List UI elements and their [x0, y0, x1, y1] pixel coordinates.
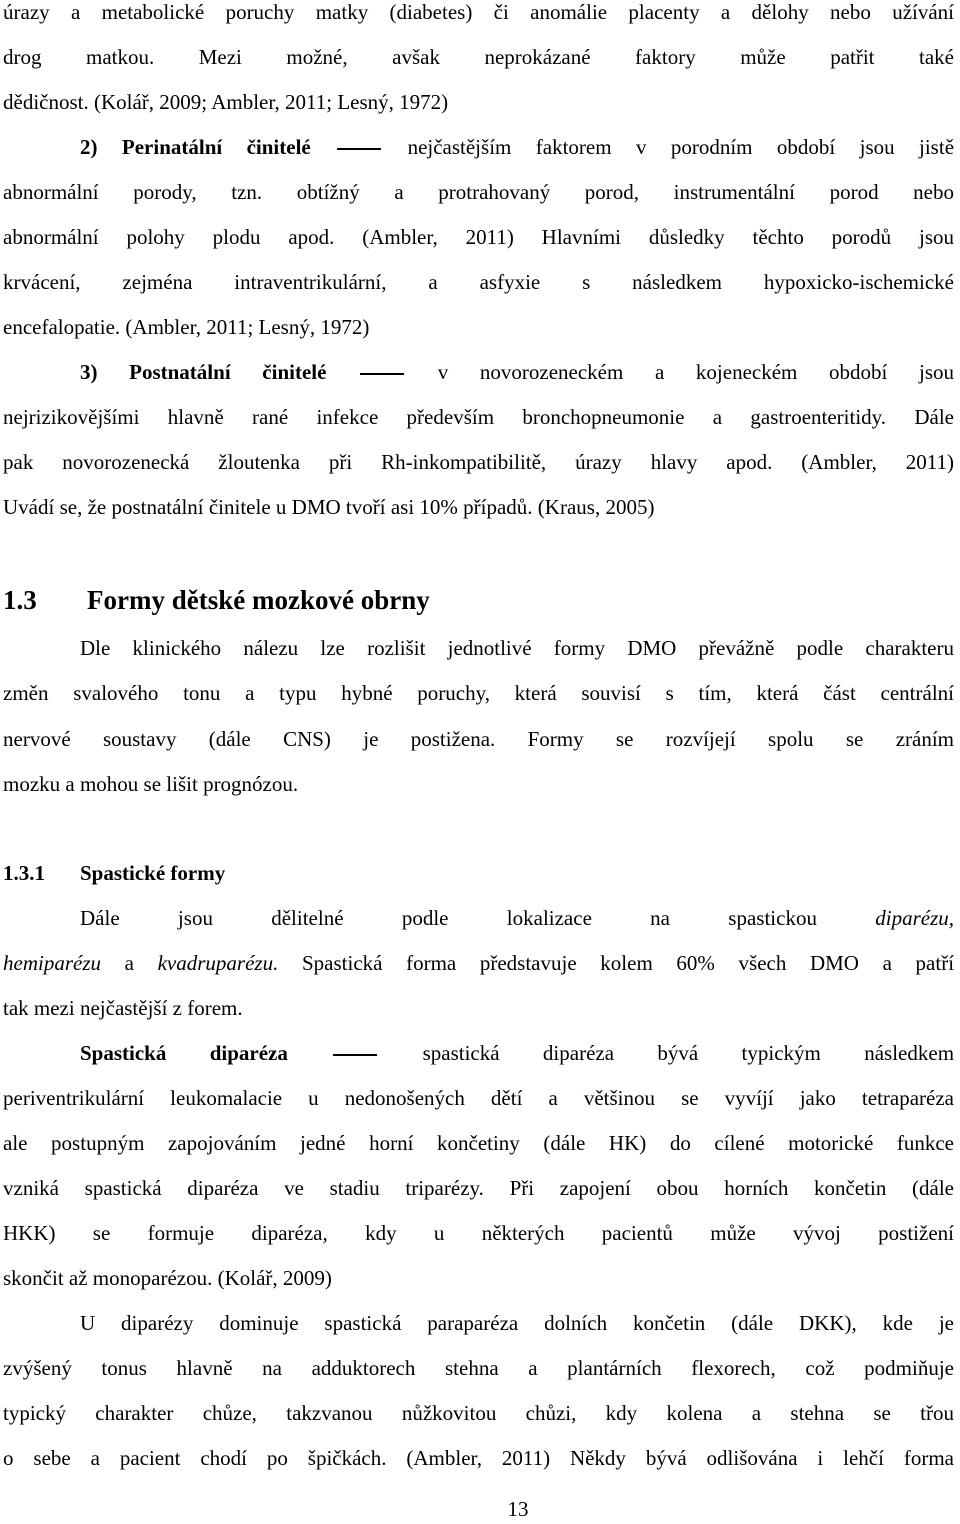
section-title: Formy dětské mozkové obrny	[87, 585, 430, 615]
page-number: 13	[507, 1497, 529, 1521]
section-heading	[3, 582, 430, 618]
paragraph-line: abnormální porody, tzn. obtížný a protrahovaný porod, instrumentální porod nebo	[3, 180, 954, 204]
paragraph-line	[80, 357, 954, 387]
term-hemiparesis: hemiparézu	[3, 951, 101, 975]
paragraph-line: HKK) se formuje diparéza, kdy u některých pacientů může vývoj postižení	[3, 1221, 954, 1245]
text-run: Dále jsou dělitelné podle lokalizace na spastickou	[80, 906, 817, 930]
subsection-title: Spastické formy	[80, 861, 226, 885]
paragraph-line: změn svalového tonu a typu hybné poruchy, která souvisí s tím, která část centrální	[3, 681, 954, 705]
term-postnatal: 3) Postnatální činitelé	[80, 360, 327, 384]
term-quadriparesis: kvadruparézu.	[157, 951, 279, 975]
paragraph-line	[3, 948, 954, 978]
term-diparesis: diparézu,	[875, 906, 955, 930]
text-run: Spastická forma představuje kolem 60% všech DMO a patří	[301, 951, 955, 975]
term-definition: spastická diparéza bývá typickým následkem	[422, 1041, 955, 1065]
term-perinatal: 2) Perinatální činitelé	[80, 135, 311, 159]
paragraph-line	[80, 903, 954, 933]
paragraph-line: nejrizikovějšími hlavně rané infekce především bronchopneumonie a gastroenteritidy. Dále	[3, 405, 954, 429]
dash-separator	[337, 148, 381, 150]
subsection-heading	[3, 858, 225, 888]
term-spastic-diparesis: Spastická diparéza	[80, 1041, 288, 1065]
paragraph-line: periventrikulární leukomalacie u nedonošených dětí a většinou se vyvíjí jako tetraparéza	[3, 1086, 954, 1110]
dash-separator	[333, 1054, 377, 1056]
paragraph-line: U diparézy dominuje spastická paraparéza dolních končetin (dále DKK), kde je	[80, 1311, 954, 1335]
paragraph-line: abnormální polohy plodu apod. (Ambler, 2011) Hlavními důsledky těchto porodů jsou	[3, 225, 954, 249]
paragraph-line: mozku a mohou se lišit prognózou.	[3, 772, 299, 796]
section-number: 1.3	[3, 585, 37, 615]
paragraph-line: pak novorozenecká žloutenka při Rh-inkompatibilitě, úrazy hlavy apod. (Ambler, 2011)	[3, 450, 954, 474]
paragraph-line	[80, 1038, 954, 1068]
paragraph-line: Dle klinického nálezu lze rozlišit jednotlivé formy DMO převážně podle charakteru	[80, 636, 954, 660]
paragraph-line	[80, 132, 954, 162]
paragraph-line: Uvádí se, že postnatální činitele u DMO tvoří asi 10% případů. (Kraus, 2005)	[3, 495, 655, 519]
dash-separator	[360, 373, 404, 375]
paragraph-line: encefalopatie. (Ambler, 2011; Lesný, 1972)	[3, 315, 370, 339]
paragraph-line: nervové soustavy (dále CNS) je postižena. Formy se rozvíjejí spolu se zráním	[3, 727, 954, 751]
subsection-number: 1.3.1	[3, 861, 45, 885]
paragraph-line: tak mezi nejčastější z forem.	[3, 996, 243, 1020]
paragraph-line: úrazy a metabolické poruchy matky (diabetes) či anomálie placenty a dělohy nebo užívání	[3, 0, 954, 24]
paragraph-line: dědičnost. (Kolář, 2009; Ambler, 2011; Lesný, 1972)	[3, 90, 449, 114]
paragraph-line: krvácení, zejména intraventrikulární, a asfyxie s následkem hypoxicko-ischemické	[3, 270, 954, 294]
text-run: a	[124, 951, 134, 975]
paragraph-line: ale postupným zapojováním jedné horní končetiny (dále HK) do cílené motorické funkce	[3, 1131, 954, 1155]
term-definition: nejčastějším faktorem v porodním období jsou jistě	[407, 135, 955, 159]
paragraph-line: typický charakter chůze, takzvanou nůžkovitou chůzi, kdy kolena a stehna se třou	[3, 1401, 954, 1425]
paragraph-line: o sebe a pacient chodí po špičkách. (Ambler, 2011) Někdy bývá odlišována i lehčí forma	[3, 1446, 954, 1470]
paragraph-line: zvýšený tonus hlavně na adduktorech stehna a plantárních flexorech, což podmiňuje	[3, 1356, 954, 1380]
paragraph-line: skončit až monoparézou. (Kolář, 2009)	[3, 1266, 332, 1290]
paragraph-line: vzniká spastická diparéza ve stadiu triparézy. Při zapojení obou horních končetin (dále	[3, 1176, 954, 1200]
term-definition: v novorozeneckém a kojeneckém období jsou	[437, 360, 955, 384]
paragraph-line: drog matkou. Mezi možné, avšak neprokázané faktory může patřit také	[3, 45, 954, 69]
